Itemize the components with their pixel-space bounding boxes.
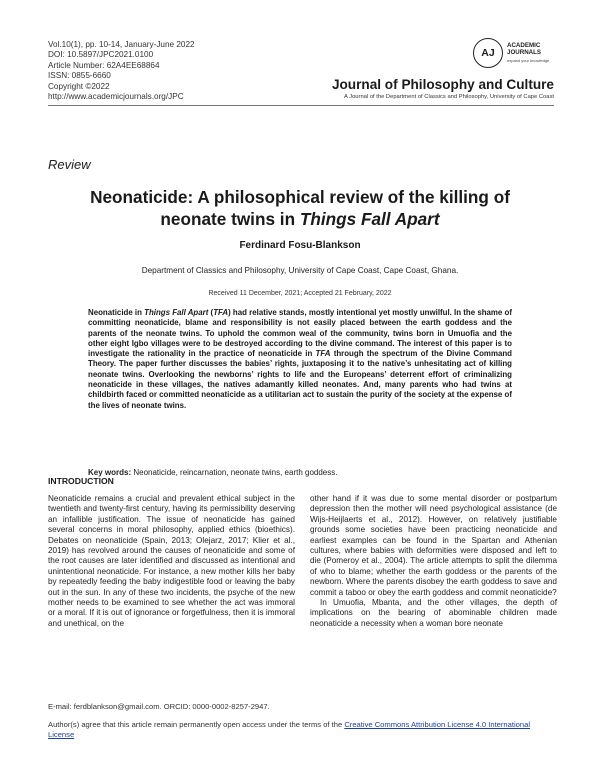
volume-info: Vol.10(1), pp. 10-14, January-June 2022 (48, 40, 195, 49)
license-link[interactable]: Creative Commons Attribution License 4.0 International License (48, 719, 531, 739)
article-type: Review (48, 157, 91, 172)
header-divider (48, 105, 554, 106)
journal-name-part1: Journal of (331, 77, 398, 92)
abstract-abbrev-2: TFA (315, 349, 331, 359)
abstract (88, 308, 512, 411)
abstract-text-3: ) had relative stands, mostly intentional yet mostly unwilful. In the shame of committing neonaticide, blame and responsibility is not easily placed between the earth goddess and the parents of the neonate twins. To uphold the common weal of the community, twins born in Umuofia and the other eight Igbo villages were to be destroyed according to the divine command. The interest of this paper is to investigate the rationality in the practice of neonaticide in (88, 308, 512, 359)
author-affiliation: Department of Classics and Philosophy, University of Cape Coast, Cape Coast, Ghana. (141, 266, 459, 275)
logo-wordmark (507, 42, 549, 64)
intro-paragraph-3: In Umuofia, Mbanta, and the other villages, the depth of implications on the bearing of abominable children made neonaticide a necessity when a woman bore neonate (310, 598, 557, 628)
logo-line2: JOURNALS (507, 49, 542, 57)
received-dates: Received 11 December, 2021; Accepted 21 February, 2022 (208, 290, 392, 297)
title-line2 (40, 208, 560, 230)
issn: ISSN: 0855-6660 (48, 71, 111, 81)
author-email: E-mail: ferdblankson@gmail.com. ORCID: 0000-0002-8257-2947. (48, 702, 270, 711)
abstract-text-1: Neonaticide in (88, 308, 145, 317)
journal-name (332, 77, 554, 92)
article-metadata (48, 40, 195, 102)
author-name: Ferdinard Fosu-Blankson (239, 240, 361, 251)
logo-tagline: expand your knowledge (507, 57, 550, 63)
publisher-logo (473, 38, 549, 68)
journal-subtitle: A Journal of the Department of Classics and Philosophy, University of Cape Coast (344, 94, 554, 100)
abstract-book-title: Things Fall Apart (144, 308, 209, 317)
title-line1: Neonaticide: A philosophical review of the killing of (90, 187, 510, 207)
license-notice (48, 720, 554, 740)
keywords-text: Neonaticide, reincarnation, neonate twins, earth goddess. (131, 468, 338, 477)
keywords-label: Key words: (88, 468, 132, 477)
article-title (40, 186, 560, 230)
abstract-text-4: through the spectrum of the Divine Command Theory. The paper further discusses the babies’ rights, juxtaposing it to the native’s unhesitating act of killing neonate twins. Overlooking the newborns’ rights to life and the Europeans’ deterrent effort of criminalizing neonaticide in these villages, the natives adamantly killed neonates. And, many parents who had twins at childbirth faced or committed neonaticide as a utilitarian act to sustain the purity of the society at the expense of the lives of neonate twins. (88, 349, 512, 410)
body-column-right (310, 494, 557, 629)
introduction-heading: INTRODUCTION (48, 476, 114, 486)
keywords (88, 468, 337, 477)
page-footer (48, 702, 554, 739)
license-text: Author(s) agree that this article remain permanently open access under the terms of the (48, 719, 345, 729)
journal-name-part2: Philosophy and Culture (401, 77, 554, 92)
doi: DOI: 10.5897/JPC2021.0100 (48, 50, 154, 60)
title-line2-prefix: neonate twins in (160, 209, 300, 229)
body-column-left (48, 494, 295, 629)
intro-paragraph-2: other hand if it was due to some mental disorder or postpartum depression then the mother will need psychological assistance (de Wijs-Heijlaerts et al., 2012). However, on relatively justifiable grounds some societies have been practicing neonaticide and earliest examples can be found in the Spartan and Athenian cultures, where babies with deformities were disposed and left to die (Pomeroy et al., 2004). The article attempts to split the dilemma of who to blame; whether the earth goddess or the parents of the newborn. Where the parents disobey the earth goddess to save and commit a taboo or obey the earth goddess and commit neonaticide? (310, 494, 557, 597)
logo-line1: ACADEMIC (507, 42, 541, 50)
copyright: Copyright ©2022 (48, 81, 110, 91)
aj-logo-icon: AJ (473, 38, 503, 68)
intro-paragraph-1: Neonaticide remains a crucial and prevalent ethical subject in the twentieth and twenty-first century, having its permissibility deserving an infallible justification. The issue of neonaticide has gained several concerns in moral philosophy, applied ethics (bioethics). Debates on neonaticide (Spain, 2013; Olejarz, 2017; Klier et al., 2019) has revolved around the causes of neonaticide and some of the root causes are later identified and discussed as intentional and unintentional neonaticide. For instance, a new mother kills her baby by repeatedly feeding the baby indigestible food or leaving the baby out in the sun. In any of these two incidents, the psyche of the new mother needs to be examined to see whether the act was immoral or a moral. If it is out of ignorance or forgetfulness, then it is immoral and unethical, on the (48, 494, 295, 628)
abstract-text-2: ( (208, 308, 214, 317)
article-number: Article Number: 62A4EE68864 (48, 60, 160, 70)
abstract-abbrev-1: TFA (213, 308, 229, 317)
title-book-name: Things Fall Apart (299, 209, 440, 229)
journal-url[interactable]: http://www.academicjournals.org/JPC (48, 92, 184, 102)
